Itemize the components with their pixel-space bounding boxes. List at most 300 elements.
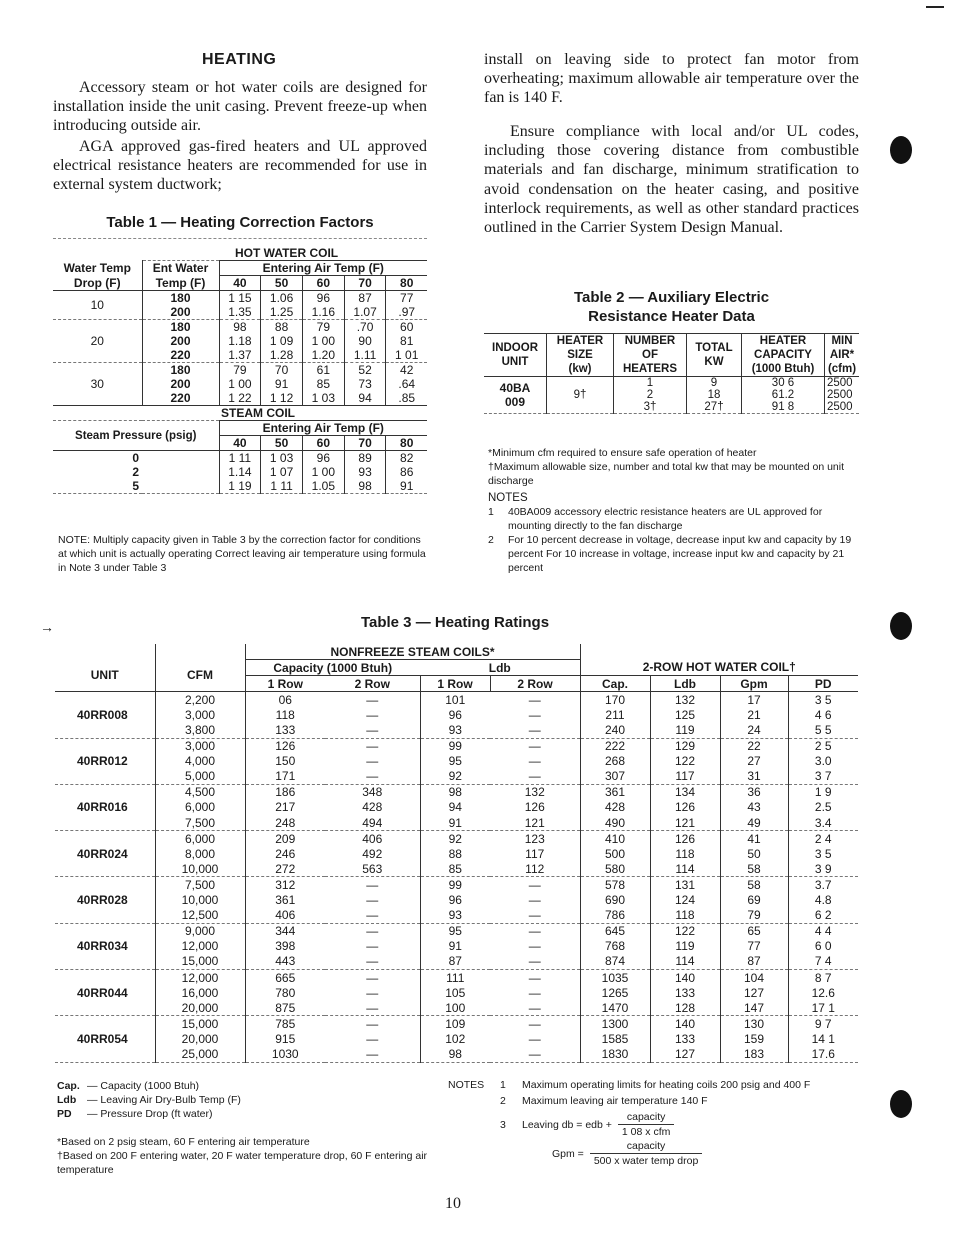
legend-value: — Pressure Drop (ft water) bbox=[87, 1108, 213, 1120]
table-cell: 118 bbox=[275, 707, 295, 722]
table-cell: 1 9 bbox=[814, 785, 832, 800]
table-cell: — bbox=[325, 738, 420, 754]
hdr-line: MIN bbox=[831, 335, 853, 347]
table-cell: 344 bbox=[275, 924, 296, 939]
table-row bbox=[55, 1046, 858, 1062]
table-row bbox=[55, 846, 858, 861]
table-cell: 21 bbox=[720, 707, 788, 722]
table-cell: 361 bbox=[580, 784, 650, 800]
factor-cell: 1 09 bbox=[261, 334, 303, 348]
table-cell: 79 bbox=[720, 908, 788, 924]
num-heaters-cell: 1 bbox=[614, 377, 687, 390]
factor-cell: 1.06 bbox=[261, 291, 303, 306]
table-cell: 443 bbox=[275, 954, 296, 969]
air-temp-60: 60 bbox=[302, 276, 344, 291]
factor-cell: 96 bbox=[302, 451, 344, 466]
table-cell: 211 bbox=[580, 707, 650, 722]
table-cell: 4,500 bbox=[155, 784, 245, 800]
table-cell: — bbox=[325, 1016, 420, 1032]
table-cell: 95 bbox=[448, 754, 462, 769]
table-cell: 4.8 bbox=[814, 893, 832, 908]
factor-cell: .85 bbox=[398, 391, 416, 405]
table2-footnotes bbox=[488, 446, 858, 575]
table3-legend bbox=[57, 1079, 437, 1177]
table-cell: 100 bbox=[445, 1000, 466, 1015]
factor-cell: 1.37 bbox=[219, 348, 261, 363]
table-cell: 246 bbox=[275, 846, 296, 861]
corner-mark bbox=[926, 6, 944, 8]
table-cell: — bbox=[325, 722, 420, 738]
table-cell: 3,000 bbox=[155, 738, 245, 754]
table-cell: — bbox=[325, 969, 420, 985]
table-row bbox=[55, 707, 858, 722]
table-cell: 112 bbox=[490, 861, 580, 877]
table-cell: 93 bbox=[448, 908, 462, 923]
factor-cell: 1 01 bbox=[395, 348, 419, 362]
col-hw-ldb: Ldb bbox=[650, 676, 720, 692]
hdr-line: (kw) bbox=[568, 363, 592, 375]
table-cell: — bbox=[490, 969, 580, 985]
factor-cell: 1 15 bbox=[219, 291, 261, 306]
unit-name: 40RR028 bbox=[55, 877, 155, 923]
capacity-cell: 91 8 bbox=[742, 401, 825, 414]
note-number: 2 bbox=[488, 534, 494, 546]
table-row bbox=[55, 692, 858, 708]
factor-cell: 1.25 bbox=[261, 305, 303, 320]
table-cell: 3 5 bbox=[814, 692, 832, 707]
factor-cell: 70 bbox=[261, 363, 303, 378]
table-cell: 492 bbox=[325, 846, 420, 861]
table-cell: 665 bbox=[275, 970, 296, 985]
table-cell: 98 bbox=[448, 1046, 462, 1061]
table-row bbox=[55, 754, 858, 769]
table3-note-1: Maximum operating limits for heating coils 200 psig and 400 F bbox=[522, 1079, 811, 1091]
table-cell: — bbox=[325, 939, 420, 954]
table-cell: 123 bbox=[490, 831, 580, 847]
table-cell: — bbox=[325, 923, 420, 939]
legend-key: PD bbox=[57, 1108, 72, 1120]
table-cell: — bbox=[490, 738, 580, 754]
indoor-unit-cell bbox=[484, 377, 547, 414]
page-number: 10 bbox=[445, 1195, 461, 1212]
table2-title-line2: Resistance Heater Data bbox=[588, 308, 755, 325]
table-cell: 17.6 bbox=[811, 1046, 835, 1061]
drop-20: 20 bbox=[53, 320, 142, 363]
table2-note-1: 40BA009 accessory electric resistance heaters are UL approved for mounting directly to the fan discharge bbox=[508, 506, 823, 532]
legend-value: — Leaving Air Dry-Bulb Temp (F) bbox=[87, 1094, 241, 1106]
table1-note: NOTE: Multiply capacity given in Table 3 by the correction factor for conditions at which unit is actually operating Correct leaving air temperature using formula in Note 3 under Table 3 bbox=[58, 534, 426, 574]
factor-cell: 1.35 bbox=[219, 305, 261, 320]
table-cell: 10,000 bbox=[155, 861, 245, 877]
table-cell: 117 bbox=[650, 769, 720, 785]
table-cell: 12,000 bbox=[155, 969, 245, 985]
table-cell: 209 bbox=[275, 831, 296, 846]
col-total-kw bbox=[687, 334, 742, 377]
table-cell: — bbox=[325, 908, 420, 924]
table-cell: 131 bbox=[650, 877, 720, 893]
table-cell: — bbox=[490, 923, 580, 939]
unit-line: 40BA bbox=[499, 381, 531, 395]
table-cell: 580 bbox=[580, 861, 650, 877]
factor-cell: 1 00 bbox=[302, 465, 344, 479]
table-cell: — bbox=[490, 1000, 580, 1016]
table3-footnote-2: †Based on 200 F entering water, 20 F water temperature drop, 60 F entering air temperature bbox=[57, 1150, 428, 1176]
table-cell: — bbox=[490, 954, 580, 970]
notes-label: NOTES bbox=[448, 1079, 485, 1091]
col-drop: Drop (F) bbox=[53, 276, 142, 291]
table-cell: 1030 bbox=[271, 1046, 299, 1061]
col-capacity: Capacity (1000 Btuh) bbox=[245, 660, 420, 676]
steam-pressure: 2 bbox=[53, 465, 219, 479]
table-cell: 114 bbox=[650, 954, 720, 970]
table-cell: 578 bbox=[580, 877, 650, 893]
table-cell: 240 bbox=[580, 722, 650, 738]
table-cell: 92 bbox=[448, 769, 462, 784]
table-cell: — bbox=[325, 692, 420, 708]
heating-paragraph-1: Accessory steam or hot water coils are designed for installation inside the unit casing. Prevent freeze-up when introducing outside air. bbox=[53, 79, 427, 135]
hdr-line: AIR* bbox=[829, 349, 855, 361]
col-ldb-1-row: 1 Row bbox=[420, 676, 490, 692]
table-row bbox=[55, 800, 858, 815]
table-cell: 875 bbox=[275, 1000, 296, 1015]
factor-cell: 1.16 bbox=[302, 305, 344, 320]
table-cell: 268 bbox=[580, 754, 650, 769]
factor-cell: 52 bbox=[344, 363, 386, 378]
factor-cell: 1 07 bbox=[261, 465, 303, 479]
table-cell: 118 bbox=[650, 846, 720, 861]
table-cell: 2,200 bbox=[155, 692, 245, 708]
table-cell: 6,000 bbox=[155, 800, 245, 815]
table-cell: 20,000 bbox=[155, 1031, 245, 1046]
table-cell: 122 bbox=[650, 923, 720, 939]
factor-cell: 85 bbox=[302, 377, 344, 391]
drop-30: 30 bbox=[53, 363, 142, 406]
hdr-line: UNIT bbox=[501, 356, 529, 368]
hdr-line: NUMBER bbox=[624, 335, 676, 347]
steam-pressure-label: Steam Pressure (psig) bbox=[53, 421, 219, 451]
table-cell: 9,000 bbox=[155, 923, 245, 939]
col-number-heaters bbox=[614, 334, 687, 377]
factor-cell: 1.14 bbox=[219, 465, 261, 479]
table2-notes-label: NOTES bbox=[488, 492, 528, 504]
table-cell: 494 bbox=[325, 815, 420, 831]
table-cell: 119 bbox=[650, 722, 720, 738]
table-cell: 1265 bbox=[580, 985, 650, 1000]
col-ent-water: Ent Water bbox=[142, 261, 219, 276]
factor-cell: 73 bbox=[344, 377, 386, 391]
steam-pressure: 0 bbox=[53, 451, 219, 466]
table-cell: 915 bbox=[275, 1031, 296, 1046]
table-cell: 22 bbox=[720, 738, 788, 754]
table3-notes bbox=[448, 1078, 860, 1168]
factor-cell: 90 bbox=[344, 334, 386, 348]
heating-paragraph-2: AGA approved gas-fired heaters and UL approved electrical resistance heaters are recommended for use in external system ductwork; bbox=[53, 138, 427, 194]
table1-top-rule bbox=[53, 238, 427, 239]
table-cell: 36 bbox=[720, 784, 788, 800]
table-cell: — bbox=[490, 707, 580, 722]
table-cell: 4 6 bbox=[814, 707, 832, 722]
table-cell: 12,500 bbox=[155, 908, 245, 924]
table-cell: 126 bbox=[275, 739, 296, 754]
table-cell: 406 bbox=[325, 831, 420, 847]
table-cell: 96 bbox=[448, 893, 462, 908]
table-cell: 1470 bbox=[580, 1000, 650, 1016]
air-temp-50: 50 bbox=[261, 276, 303, 291]
table-cell: 398 bbox=[275, 939, 296, 954]
col-temp-f: Temp (F) bbox=[142, 276, 219, 291]
table-cell: 272 bbox=[275, 861, 296, 876]
table-cell: 1300 bbox=[580, 1016, 650, 1032]
table-cell: 114 bbox=[650, 861, 720, 877]
unit-name: 40RR044 bbox=[55, 969, 155, 1015]
table-cell: 874 bbox=[580, 954, 650, 970]
table-cell: 88 bbox=[448, 846, 462, 861]
ent-temp: 180 bbox=[142, 363, 219, 378]
air-temp-70: 70 bbox=[344, 436, 386, 451]
table-cell: — bbox=[325, 707, 420, 722]
col-pd: PD bbox=[788, 676, 858, 692]
col-2-row: 2 Row bbox=[325, 676, 420, 692]
table-cell: 77 bbox=[720, 939, 788, 954]
table-cell: 41 bbox=[720, 831, 788, 847]
unit-name: 40RR008 bbox=[55, 692, 155, 738]
hdr-line: HEATER bbox=[759, 335, 807, 347]
right-paragraph-2: Ensure compliance with local and/or UL codes, including those covering distance from combustible materials and fan discharge, minimum stratification to avoid condensation on the heater casing, and positive interlock requirements, as well as other standard practices outlined in the Carrier System Design Manual. bbox=[484, 123, 859, 237]
factor-cell: 1 00 bbox=[219, 377, 261, 391]
col-1-row: 1 Row bbox=[245, 676, 325, 692]
hdr-line: (cfm) bbox=[827, 363, 857, 375]
table-row bbox=[55, 1016, 858, 1032]
table2-note-2: For 10 percent decrease in voltage, decrease input kw and capacity by 19 percent For 10 increase in voltage, increase input kw and capacity by 21 percent bbox=[508, 534, 852, 574]
table-cell: 3.0 bbox=[814, 754, 832, 769]
table-cell: 122 bbox=[650, 754, 720, 769]
table-cell: 159 bbox=[720, 1031, 788, 1046]
margin-bullet bbox=[890, 612, 912, 640]
formula-numerator: capacity bbox=[618, 1110, 674, 1125]
formula-leaving-db: Leaving db = edb + bbox=[522, 1118, 612, 1131]
factor-cell: 1.11 bbox=[344, 348, 386, 363]
factor-cell: 1 11 bbox=[219, 451, 261, 466]
table-cell: 428 bbox=[580, 800, 650, 815]
hdr-line: SIZE bbox=[567, 349, 593, 361]
factor-cell: 42 bbox=[400, 363, 414, 377]
factor-cell: 94 bbox=[344, 391, 386, 406]
table-cell: 43 bbox=[720, 800, 788, 815]
table-cell: 1585 bbox=[580, 1031, 650, 1046]
table-cell: 7 4 bbox=[814, 954, 832, 969]
table-row bbox=[55, 784, 858, 800]
legend-key: Cap. bbox=[57, 1080, 80, 1092]
table-row bbox=[55, 969, 858, 985]
table-cell: 16,000 bbox=[155, 985, 245, 1000]
total-kw-cell: 9 bbox=[687, 377, 742, 390]
table-cell: — bbox=[490, 877, 580, 893]
table-cell: 132 bbox=[490, 784, 580, 800]
table-cell: 171 bbox=[275, 769, 296, 784]
table-cell: 428 bbox=[325, 800, 420, 815]
heating-heading: HEATING bbox=[202, 51, 277, 68]
col-min-air bbox=[825, 334, 860, 377]
table-cell: 307 bbox=[580, 769, 650, 785]
factor-cell: 88 bbox=[261, 320, 303, 335]
unit-name: 40RR012 bbox=[55, 738, 155, 784]
table-cell: 312 bbox=[275, 877, 296, 892]
min-air-cell: 2500 bbox=[827, 377, 853, 389]
table-cell: — bbox=[490, 1016, 580, 1032]
table-cell: — bbox=[490, 754, 580, 769]
table-cell: 91 bbox=[448, 815, 462, 830]
table-cell: 124 bbox=[650, 893, 720, 908]
table-cell: 58 bbox=[720, 877, 788, 893]
table3 bbox=[55, 644, 858, 1063]
table-cell: 92 bbox=[448, 831, 462, 846]
ent-temp: 200 bbox=[142, 305, 219, 320]
table-cell: 690 bbox=[580, 893, 650, 908]
table-cell: 217 bbox=[275, 800, 296, 815]
table-row bbox=[55, 1031, 858, 1046]
table-cell: 500 bbox=[580, 846, 650, 861]
entering-air-label: Entering Air Temp (F) bbox=[262, 421, 384, 435]
factor-cell: .70 bbox=[344, 320, 386, 335]
table-cell: 133 bbox=[275, 723, 296, 738]
table-cell: 1830 bbox=[580, 1046, 650, 1062]
table-cell: 134 bbox=[650, 784, 720, 800]
table-cell: 186 bbox=[275, 785, 296, 800]
col-heater-size bbox=[547, 334, 614, 377]
table-cell: 3 7 bbox=[814, 769, 832, 784]
table-cell: 15,000 bbox=[155, 1016, 245, 1032]
table-cell: 2.5 bbox=[814, 800, 832, 815]
factor-cell: 1 03 bbox=[302, 391, 344, 406]
factor-cell: 93 bbox=[344, 465, 386, 479]
table-cell: 95 bbox=[448, 924, 462, 939]
table-cell: 2 4 bbox=[814, 831, 832, 846]
table-cell: 9 7 bbox=[814, 1016, 832, 1031]
table-cell: 102 bbox=[445, 1031, 466, 1046]
table-cell: — bbox=[325, 893, 420, 908]
table-cell: — bbox=[325, 985, 420, 1000]
factor-cell: 1 19 bbox=[219, 479, 261, 494]
table-cell: 104 bbox=[720, 969, 788, 985]
factor-cell: 82 bbox=[400, 451, 414, 465]
table-row bbox=[55, 939, 858, 954]
legend-key: Ldb bbox=[57, 1094, 77, 1106]
factor-cell: 79 bbox=[219, 363, 261, 378]
table-cell: 101 bbox=[445, 692, 466, 707]
factor-cell: 81 bbox=[400, 334, 414, 348]
table-cell: 7,500 bbox=[155, 815, 245, 831]
col-unit: UNIT bbox=[55, 660, 155, 692]
col-cap: Cap. bbox=[580, 676, 650, 692]
note-number: 3 bbox=[500, 1118, 506, 1131]
table-cell: 3.7 bbox=[814, 877, 832, 892]
table-cell: 111 bbox=[446, 970, 465, 985]
col-gpm: Gpm bbox=[720, 676, 788, 692]
table-row bbox=[55, 1000, 858, 1016]
table-cell: 99 bbox=[448, 739, 462, 754]
table-cell: 4,000 bbox=[155, 754, 245, 769]
table-cell: 127 bbox=[650, 1046, 720, 1062]
note-number: 1 bbox=[488, 506, 494, 518]
table-cell: 50 bbox=[720, 846, 788, 861]
hdr-line: KW bbox=[704, 356, 724, 368]
air-temp-70: 70 bbox=[344, 276, 386, 291]
factor-cell: 98 bbox=[219, 320, 261, 335]
factor-cell: 1 22 bbox=[219, 391, 261, 406]
unit-name: 40RR054 bbox=[55, 1016, 155, 1062]
table-cell: — bbox=[490, 692, 580, 708]
col-cfm: CFM bbox=[155, 660, 245, 692]
table-cell: 85 bbox=[448, 861, 462, 876]
table-cell: 140 bbox=[650, 969, 720, 985]
margin-bullet bbox=[890, 136, 912, 164]
table-cell: 129 bbox=[650, 738, 720, 754]
air-temp-60: 60 bbox=[302, 436, 344, 451]
table-cell: 5,000 bbox=[155, 769, 245, 785]
col-water-temp: Water Temp bbox=[53, 261, 142, 276]
table-cell: 2 5 bbox=[814, 739, 832, 754]
table-cell: 1035 bbox=[580, 969, 650, 985]
table-cell: 645 bbox=[580, 923, 650, 939]
factor-cell: 1.28 bbox=[261, 348, 303, 363]
factor-cell: 91 bbox=[400, 479, 414, 493]
table-cell: — bbox=[325, 769, 420, 785]
table-cell: 17 1 bbox=[811, 1000, 835, 1015]
table-cell: 98 bbox=[448, 785, 462, 800]
table-cell: 563 bbox=[325, 861, 420, 877]
air-temp-80: 80 bbox=[386, 436, 427, 451]
table-cell: — bbox=[490, 1031, 580, 1046]
table-cell: 170 bbox=[580, 692, 650, 708]
table-cell: 121 bbox=[490, 815, 580, 831]
table-cell: 20,000 bbox=[155, 1000, 245, 1016]
table-cell: — bbox=[325, 1046, 420, 1062]
table-cell: 3.4 bbox=[814, 815, 832, 830]
factor-cell: 96 bbox=[302, 291, 344, 306]
table-cell: 58 bbox=[720, 861, 788, 877]
factor-cell: 1 00 bbox=[302, 334, 344, 348]
table-cell: 768 bbox=[580, 939, 650, 954]
table-cell: 118 bbox=[650, 908, 720, 924]
table-cell: 6,000 bbox=[155, 831, 245, 847]
table-cell: 490 bbox=[580, 815, 650, 831]
table-cell: 105 bbox=[445, 985, 466, 1000]
hdr-line: HEATER bbox=[556, 335, 604, 347]
table-cell: 786 bbox=[580, 908, 650, 924]
unit-name: 40RR024 bbox=[55, 831, 155, 877]
col-indoor-unit bbox=[484, 334, 547, 377]
table-cell: 121 bbox=[650, 815, 720, 831]
table-cell: 17 bbox=[720, 692, 788, 708]
table-cell: 128 bbox=[650, 1000, 720, 1016]
ent-temp: 180 bbox=[142, 291, 219, 306]
table-cell: 7,500 bbox=[155, 877, 245, 893]
table2-footnote-2: †Maximum allowable size, number and total kw that may be mounted on unit discharge bbox=[488, 461, 845, 487]
table-cell: — bbox=[490, 769, 580, 785]
hdr-line: TOTAL bbox=[695, 342, 733, 354]
table3-title: Table 3 — Heating Ratings bbox=[360, 614, 550, 631]
ent-temp: 180 bbox=[142, 320, 219, 335]
table-cell: — bbox=[490, 908, 580, 924]
hdr-line: INDOOR bbox=[492, 342, 538, 354]
table-cell: 15,000 bbox=[155, 954, 245, 970]
table-cell: — bbox=[490, 985, 580, 1000]
factor-cell: 1 12 bbox=[261, 391, 303, 406]
table-cell: 361 bbox=[275, 893, 296, 908]
hdr-line: HEATERS bbox=[622, 363, 678, 375]
capacity-cell: 30 6 bbox=[742, 377, 825, 390]
table-cell: 150 bbox=[275, 754, 296, 769]
